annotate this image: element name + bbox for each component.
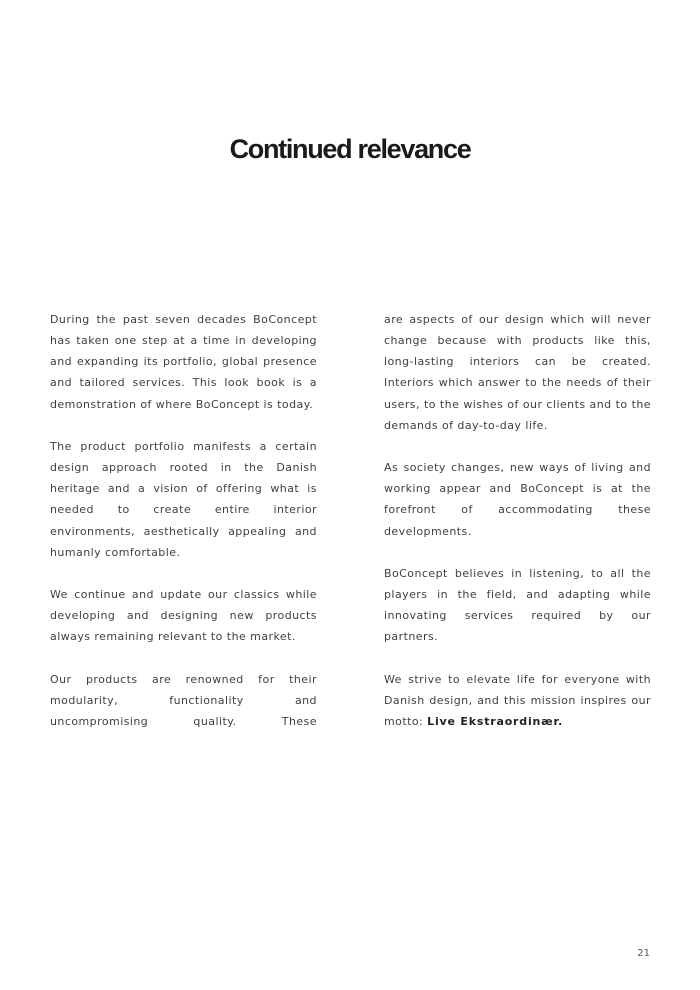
paragraph: Our products are renowned for their modularity, functionality and uncompromising quality. These [50, 672, 317, 728]
motto: Live Ekstraordinær. [427, 714, 564, 728]
motto-paragraph [384, 669, 651, 732]
right-text-column [384, 309, 651, 753]
paragraph-text: We strive to elevate life for everyone with Danish design, and this mission inspires our motto: [384, 672, 651, 728]
left-text-column [50, 309, 317, 753]
paragraph: The product portfolio manifests a certain design approach rooted in the Danish heritage and a vision of offering what is needed to create entire interior environments, aesthetically appealing and humanly comfortable. [50, 439, 317, 559]
paragraph: During the past seven decades BoConcept has taken one step at a time in developing and expanding its portfolio, global presence and tailored services. This look book is a demonstration of where BoConcept is today. [50, 313, 317, 411]
paragraph: As society changes, new ways of living and working appear and BoConcept is at the forefront of accommodating these developments. [384, 461, 651, 538]
paragraph: are aspects of our design which will never change because with products like this, long-lasting interiors can be created. Interiors which answer to the needs of their users, to the wishes of our clients and to the demands of day-to-day life. [384, 313, 651, 432]
paragraph: BoConcept believes in listening, to all the players in the field, and adapting while innovating services required by our partners. [384, 566, 651, 644]
paragraph: We continue and update our classics while developing and designing new products always remaining relevant to the market. [50, 588, 317, 644]
page-title: Continued relevance [229, 134, 471, 164]
page-number: 21 [637, 948, 650, 959]
